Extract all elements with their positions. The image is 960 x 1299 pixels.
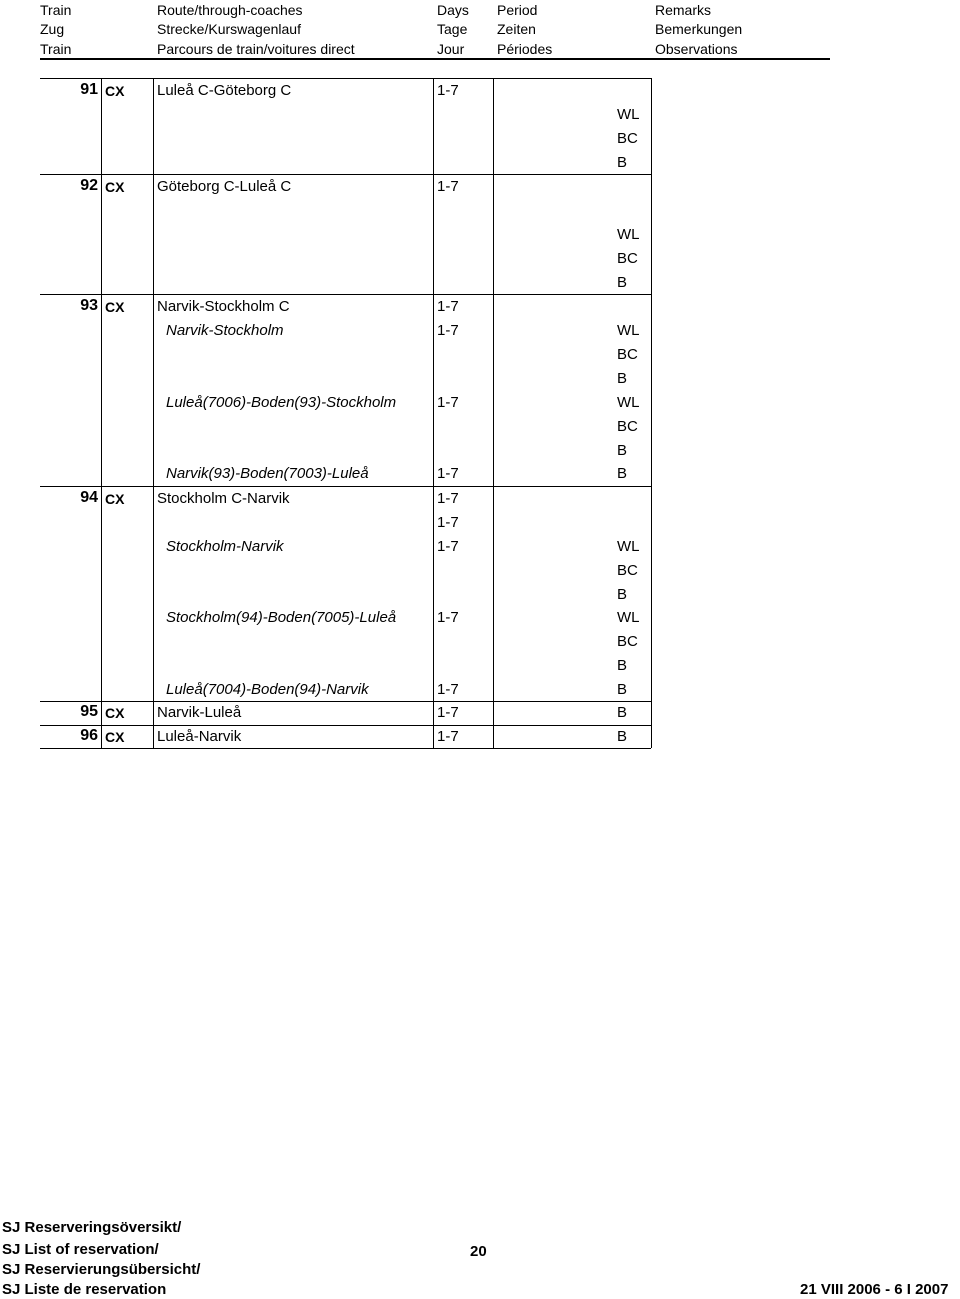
column-divider bbox=[651, 78, 652, 748]
train-number: 93 bbox=[80, 297, 98, 314]
train-number: 95 bbox=[80, 703, 98, 720]
remark: B bbox=[617, 442, 628, 459]
sub-route: Luleå(7004)-Boden(94)-Narvik bbox=[166, 681, 369, 698]
header-route-en: Route/through-coaches bbox=[157, 2, 303, 18]
row-separator bbox=[40, 174, 651, 175]
header-rule bbox=[40, 58, 830, 60]
remark: B bbox=[617, 704, 628, 721]
header-period-de: Zeiten bbox=[497, 21, 536, 37]
sub-route: Luleå(7006)-Boden(93)-Stockholm bbox=[166, 394, 397, 411]
column-divider bbox=[101, 78, 102, 748]
train-days: 1-7 bbox=[437, 704, 459, 721]
sub-route: Narvik-Stockholm bbox=[166, 322, 284, 339]
train-days: 1-7 bbox=[437, 178, 459, 195]
footer-line-sv: SJ Reserveringsöversikt/ bbox=[2, 1219, 182, 1236]
sub-route-days: 1-7 bbox=[437, 681, 459, 698]
row-separator bbox=[40, 701, 651, 702]
remark: WL bbox=[617, 609, 640, 626]
header-days-fr: Jour bbox=[437, 41, 465, 57]
header-train-fr: Train bbox=[40, 41, 72, 57]
train-type: CX bbox=[105, 299, 125, 315]
train-type: CX bbox=[105, 179, 125, 195]
remark: B bbox=[617, 274, 628, 291]
train-route: Göteborg C-Luleå C bbox=[157, 178, 292, 195]
header-remarks-fr: Observations bbox=[655, 41, 738, 57]
remark: BC bbox=[617, 633, 638, 650]
remark: B bbox=[617, 154, 628, 171]
footer-line-de: SJ Reservierungsübersicht/ bbox=[2, 1261, 201, 1278]
train-route: Stockholm C-Narvik bbox=[157, 490, 290, 507]
header-period-fr: Périodes bbox=[497, 41, 553, 57]
remark: WL bbox=[617, 322, 640, 339]
remark: WL bbox=[617, 394, 640, 411]
header-route-fr: Parcours de train/voitures direct bbox=[157, 41, 355, 57]
remark: BC bbox=[617, 346, 638, 363]
column-divider bbox=[153, 78, 154, 748]
row-separator bbox=[40, 725, 651, 726]
sub-route-days: 1-7 bbox=[437, 465, 459, 482]
remark: BC bbox=[617, 562, 638, 579]
column-divider bbox=[433, 78, 434, 748]
train-number: 91 bbox=[80, 81, 98, 98]
date-range: 21 VIII 2006 - 6 I 2007 bbox=[800, 1281, 949, 1298]
train-days: 1-7 bbox=[437, 82, 459, 99]
train-days: 1-7 bbox=[437, 490, 459, 507]
remark: BC bbox=[617, 130, 638, 147]
sub-route: Stockholm-Narvik bbox=[166, 538, 284, 555]
header-days-de: Tage bbox=[437, 21, 468, 37]
header-train-de: Zug bbox=[40, 21, 65, 37]
remark: WL bbox=[617, 538, 640, 555]
sub-route: Stockholm(94)-Boden(7005)-Luleå bbox=[166, 609, 397, 626]
page-number: 20 bbox=[470, 1243, 487, 1260]
header-remarks-de: Bemerkungen bbox=[655, 21, 743, 37]
sub-route-days: 1-7 bbox=[437, 514, 459, 531]
sub-route-days: 1-7 bbox=[437, 609, 459, 626]
train-days: 1-7 bbox=[437, 298, 459, 315]
train-route: Narvik-Stockholm C bbox=[157, 298, 290, 315]
train-number: 92 bbox=[80, 177, 98, 194]
footer-line-en: SJ List of reservation/ bbox=[2, 1241, 159, 1258]
remark: B bbox=[617, 728, 628, 745]
sub-route-days: 1-7 bbox=[437, 538, 459, 555]
remark: B bbox=[617, 681, 628, 698]
row-separator bbox=[40, 486, 651, 487]
remark: B bbox=[617, 586, 628, 603]
train-number: 96 bbox=[80, 727, 98, 744]
remark: WL bbox=[617, 226, 640, 243]
train-route: Luleå C-Göteborg C bbox=[157, 82, 292, 99]
train-number: 94 bbox=[80, 489, 98, 506]
sub-route-days: 1-7 bbox=[437, 394, 459, 411]
column-divider bbox=[493, 78, 494, 748]
train-type: CX bbox=[105, 729, 125, 745]
sub-route: Narvik(93)-Boden(7003)-Luleå bbox=[166, 465, 369, 482]
train-type: CX bbox=[105, 705, 125, 721]
header-remarks-en: Remarks bbox=[655, 2, 712, 18]
remark: B bbox=[617, 465, 628, 482]
remark: BC bbox=[617, 250, 638, 267]
remark: B bbox=[617, 657, 628, 674]
remark: B bbox=[617, 370, 628, 387]
train-type: CX bbox=[105, 491, 125, 507]
train-type: CX bbox=[105, 83, 125, 99]
row-separator bbox=[40, 294, 651, 295]
sub-route-days: 1-7 bbox=[437, 322, 459, 339]
row-separator bbox=[40, 748, 651, 749]
row-separator bbox=[40, 78, 651, 79]
train-days: 1-7 bbox=[437, 728, 459, 745]
header-train-en: Train bbox=[40, 2, 72, 18]
header-period-en: Period bbox=[497, 2, 538, 18]
header-days-en: Days bbox=[437, 2, 469, 18]
train-route: Narvik-Luleå bbox=[157, 704, 242, 721]
remark: BC bbox=[617, 418, 638, 435]
footer-line-fr: SJ Liste de reservation bbox=[2, 1281, 167, 1298]
remark: WL bbox=[617, 106, 640, 123]
header-route-de: Strecke/Kurswagenlauf bbox=[157, 21, 301, 37]
train-route: Luleå-Narvik bbox=[157, 728, 242, 745]
